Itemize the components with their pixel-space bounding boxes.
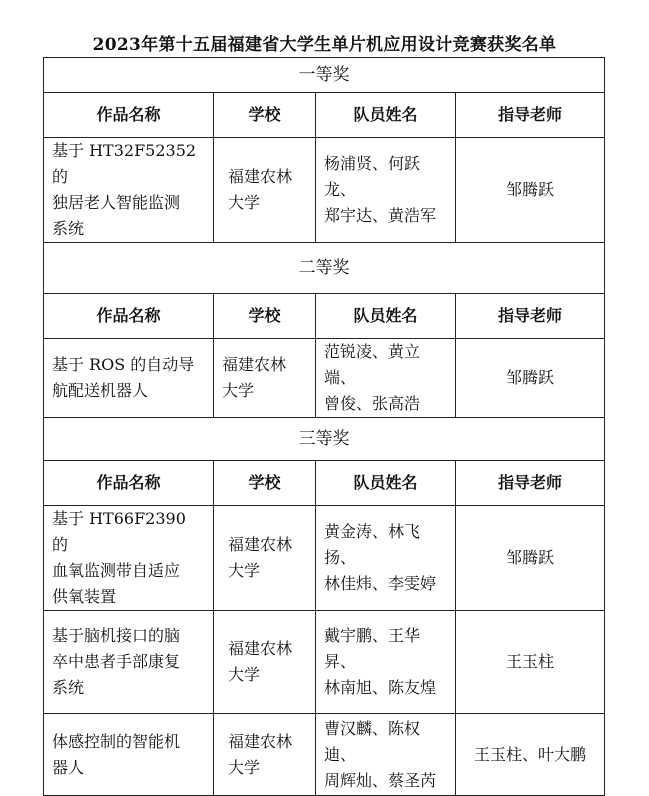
members-line: 戴宇鹏、王华昇、 (324, 626, 421, 671)
school-line: 福建农林 (228, 731, 293, 751)
header-work: 作品名称 (44, 93, 214, 138)
members-cell (316, 339, 456, 418)
members-cell (316, 714, 456, 796)
members-cell (316, 138, 456, 243)
school-cell (214, 138, 316, 243)
school-cell (214, 611, 316, 714)
work-line: 系统 (52, 219, 85, 238)
section-row-first-prize (44, 58, 605, 93)
school-line: 福建农林 (222, 355, 287, 374)
header-school: 学校 (214, 294, 316, 339)
work-cell (44, 506, 214, 611)
work-line: 基于 ROS 的自动导 (52, 355, 195, 374)
members-line: 郑宇达、黄浩军 (324, 206, 437, 225)
school-line: 福建农林 (228, 639, 293, 658)
header-row (44, 461, 605, 506)
document-title: 2023年第十五届福建省大学生单片机应用设计竞赛获奖名单 (92, 35, 557, 55)
header-row (44, 294, 605, 339)
school-line: 福建农林 (228, 535, 293, 554)
table-row (44, 611, 605, 714)
work-cell (44, 611, 214, 714)
work-line: 基于 HT32F52352 的 (52, 141, 197, 186)
members-line: 林佳炜、李雯婷 (324, 574, 437, 593)
header-row (44, 93, 605, 138)
school-line: 大学 (228, 561, 261, 580)
header-advisor: 指导老师 (456, 294, 605, 339)
header-school: 学校 (214, 461, 316, 506)
members-cell (316, 611, 456, 714)
work-cell (44, 714, 214, 796)
members-line: 杨浦贤、何跃龙、 (324, 154, 421, 199)
table-row (44, 506, 605, 611)
header-work: 作品名称 (44, 294, 214, 339)
work-line: 基于 HT66F2390 的 (52, 509, 186, 554)
school-line: 大学 (228, 193, 261, 212)
header-members: 队员姓名 (316, 294, 456, 339)
work-cell (44, 138, 214, 243)
school-cell (214, 339, 316, 418)
section-title: 二等奖 (44, 243, 605, 294)
work-line: 体感控制的智能机 (52, 731, 181, 751)
advisor-cell: 王玉柱 (456, 611, 605, 714)
work-line: 独居老人智能监测 (52, 193, 181, 212)
members-line: 周辉灿、蔡圣芮 (324, 770, 437, 790)
work-cell (44, 339, 214, 418)
school-cell (214, 506, 316, 611)
section-row-third-prize (44, 418, 605, 461)
section-title: 三等奖 (44, 418, 605, 461)
school-line: 大学 (228, 665, 261, 684)
table-row (44, 138, 605, 243)
work-line: 血氧监测带自适应 (52, 561, 181, 580)
members-line: 黄金涛、林飞扬、 (324, 522, 421, 567)
header-work: 作品名称 (44, 461, 214, 506)
header-advisor: 指导老师 (456, 461, 605, 506)
members-line: 林南旭、陈友煌 (324, 678, 437, 697)
header-school: 学校 (214, 93, 316, 138)
work-line: 供氧装置 (52, 587, 117, 606)
members-cell (316, 506, 456, 611)
work-line: 基于脑机接口的脑 (52, 626, 181, 645)
work-line: 卒中患者手部康复 (52, 652, 181, 671)
school-cell (214, 714, 316, 796)
header-members: 队员姓名 (316, 93, 456, 138)
advisor-cell: 邹腾跃 (456, 339, 605, 418)
table-row (44, 714, 605, 796)
school-line: 福建农林 (228, 167, 293, 186)
header-advisor: 指导老师 (456, 93, 605, 138)
school-line: 大学 (228, 757, 261, 777)
work-line: 器人 (52, 757, 85, 777)
work-line: 系统 (52, 678, 85, 697)
section-title: 一等奖 (44, 58, 605, 93)
school-line: 大学 (222, 381, 255, 400)
awards-table (43, 57, 605, 796)
advisor-cell: 王玉柱、叶大鹏 (456, 714, 605, 796)
advisor-cell: 邹腾跃 (456, 138, 605, 243)
header-members: 队员姓名 (316, 461, 456, 506)
table-row (44, 339, 605, 418)
section-row-second-prize (44, 243, 605, 294)
advisor-cell: 邹腾跃 (456, 506, 605, 611)
work-line: 航配送机器人 (52, 381, 149, 400)
members-line: 曾俊、张高浩 (324, 394, 421, 413)
members-line: 曹汉麟、陈权迪、 (324, 718, 421, 764)
members-line: 范锐凌、黄立端、 (324, 342, 421, 387)
